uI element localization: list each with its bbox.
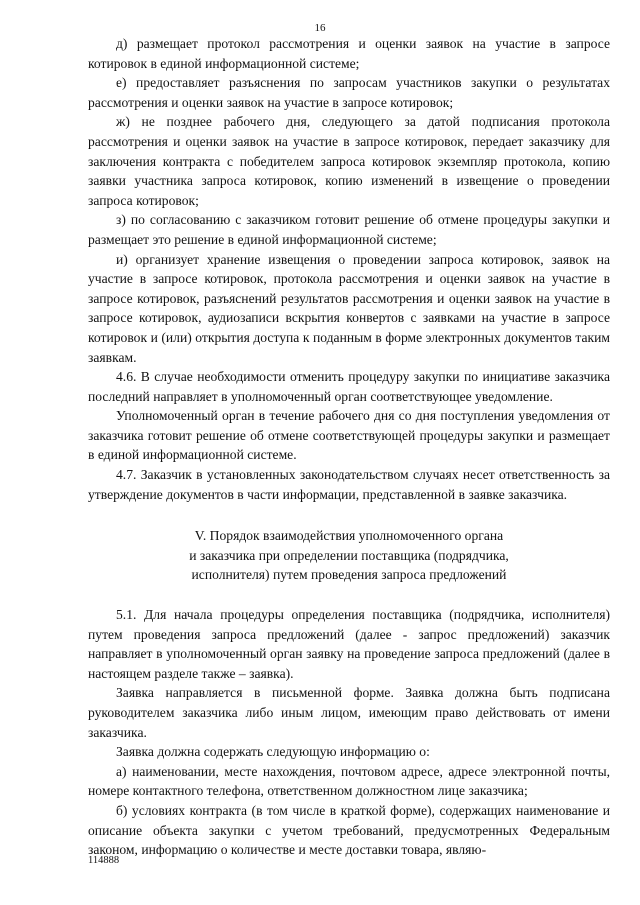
section-heading-line: исполнителя) путем проведения запроса предложений xyxy=(191,567,507,583)
paragraph-info-list-intro: Заявка должна содержать следующую информацию о: xyxy=(116,744,430,760)
paragraph-written-form: Заявка направляется в письменной форме. Заявка должна быть подписана руководителем заказчика либо иным лицом, имеющим право действовать от имени заказчика. xyxy=(88,685,610,740)
document-body xyxy=(88,34,610,860)
paragraph-zh: ж) не позднее рабочего дня, следующего за датой подписания протокола рассмотрения и оценки заявок на участие в запросе котировок, передает заказчику для заключения контракта с победителем запроса котировок экземпляр протокола, копию заявки участника запроса котировок, копию изменений в извещение о проведении запроса котировок; xyxy=(88,114,610,208)
paragraph-e: е) предоставляет разъяснения по запросам участников закупки о результатах рассмотрения и оценки заявок на участие в запросе котировок; xyxy=(88,75,610,110)
paragraph-a: а) наименовании, месте нахождения, почтовом адресе, адресе электронной почты, номере контактного телефона, ответственном должностном лице заказчика; xyxy=(88,763,610,799)
document-code: 114888 xyxy=(88,855,120,866)
paragraph-authorized-body: Уполномоченный орган в течение рабочего дня со дня поступления уведомления от заказчика готовит решение об отмене соответствующей процедуры закупки и размещает в единой информационной системе. xyxy=(88,408,610,463)
paragraph-i: и) организует хранение извещения о проведении запроса котировок, заявок на участие в запросе котировок, протокола рассмотрения и оценки заявок на участие в запросе котировок, разъяснений результатов рассмотрения и оценки заявок на участие в запросе котировок, аудиозаписи вскрытия конвертов с заявками на участие в запросе котировок и (или) открытия доступа к поданным в форме электронных документов таким заявкам. xyxy=(88,251,610,365)
paragraph-z: з) по согласованию с заказчиком готовит решение об отмене процедуры закупки и размещает это решение в единой информационной системе; xyxy=(88,212,610,247)
paragraph-4-7: 4.7. Заказчик в установленных законодательством случаях несет ответственность за утверждение документов в части информации, представленной в заявке заказчика. xyxy=(88,467,610,502)
section-heading xyxy=(88,526,610,585)
section-heading-line: и заказчика при определении поставщика (подрядчика, xyxy=(189,547,509,563)
paragraph-4-6: 4.6. В случае необходимости отменить процедуру закупки по инициативе заказчика последний направляет в уполномоченный орган соответствующее уведомление. xyxy=(88,369,610,404)
page-number: 16 xyxy=(314,22,326,34)
paragraph-d: д) размещает протокол рассмотрения и оценки заявок на участие в запросе котировок в единой информационной системе; xyxy=(88,36,610,71)
section-heading-line: V. Порядок взаимодействия уполномоченного органа xyxy=(194,528,504,544)
paragraph-5-1: 5.1. Для начала процедуры определения поставщика (подрядчика, исполнителя) путем проведения запроса предложений (далее - запрос предложений) заказчик направляет в уполномоченный орган заявку на проведение запроса предложений (далее в настоящем разделе также – заявка). xyxy=(88,607,610,681)
paragraph-b: б) условиях контракта (в том числе в краткой форме), содержащих наименование и описание объекта закупки с учетом требований, предусмотренных Федеральным законом, информацию о количестве и месте доставки товара, являю- xyxy=(88,802,610,858)
